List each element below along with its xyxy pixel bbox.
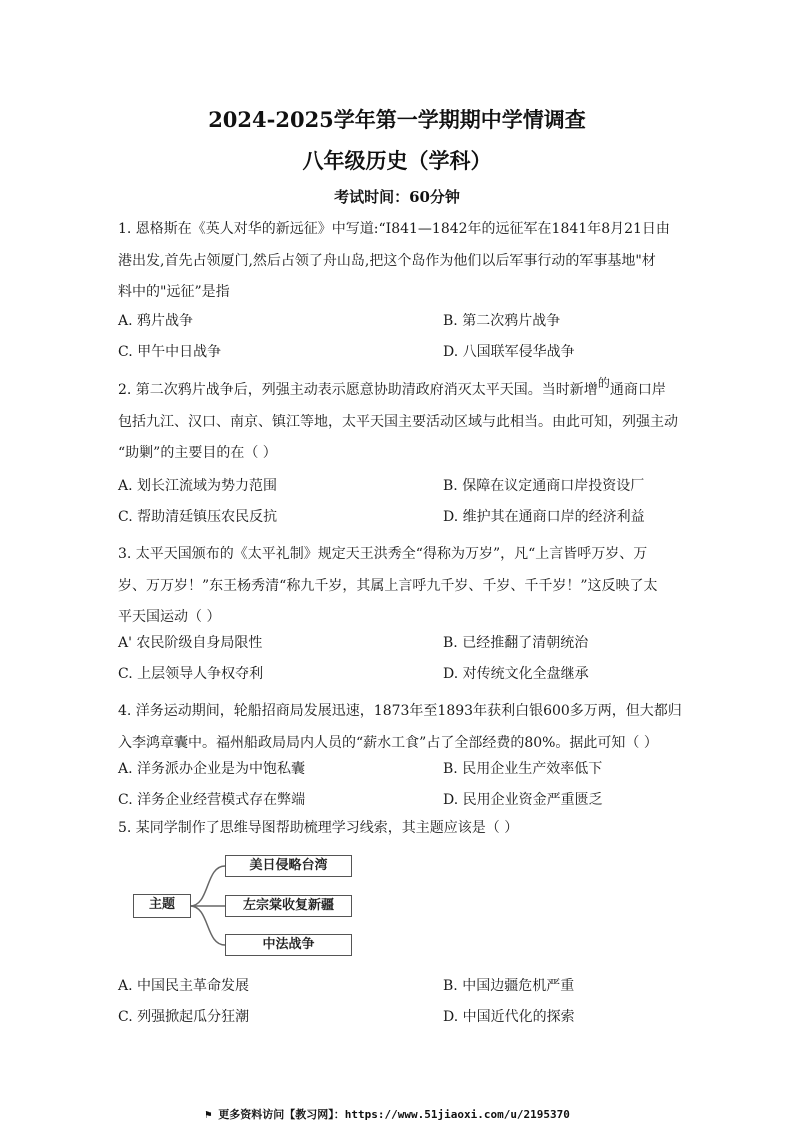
q2-option-b[interactable]: B. 保障在议定通商口岸投资设厂 (443, 478, 645, 494)
page-title: 2024-2025学年第一学期期中学情调查 (208, 107, 586, 132)
question-line: 料中的"远征”是指 (118, 284, 230, 300)
q4-option-c[interactable]: C. 洋务企业经营模式存在弊端 (118, 792, 306, 808)
q4-option-b[interactable]: B. 民用企业生产效率低下 (443, 761, 603, 777)
question-line: 3. 太平天国颁布的《太平礼制》规定天王洪秀全“得称为万岁”，凡“上言皆呼万岁、万 (118, 546, 648, 562)
q1-option-b[interactable]: B. 第二次鸦片战争 (443, 313, 561, 329)
question-line: 港出发,首先占领厦门,然后占领了舟山岛,把这个岛作为他们以后军事行动的军事基地"材 (118, 252, 656, 269)
mindmap-branch: 美日侵略台湾 (225, 855, 352, 877)
question-line: “助剿”的主要目的在（ ） (118, 445, 277, 461)
question-line: 5. 某同学制作了思维导图帮助梳理学习线索，其主题应该是（ ） (118, 820, 519, 836)
q1-option-c[interactable]: C. 甲午中日战争 (118, 344, 222, 360)
q3-option-a[interactable]: A' 农民阶级自身局限性 (118, 635, 263, 651)
q3-option-b[interactable]: B. 已经推翻了清朝统治 (443, 635, 589, 651)
connector-line (190, 866, 225, 906)
q4-option-d[interactable]: D. 民用企业资金严重匮乏 (443, 792, 603, 808)
superscript-char: 的 (597, 376, 610, 390)
question-line: 入李鸿章囊中。福州船政局局内人员的“薪水工食”占了全部经费的80%。据此可知（ ） (118, 734, 658, 751)
q5-option-d[interactable]: D. 中国近代化的探索 (443, 1009, 575, 1025)
mindmap-branch: 中法战争 (225, 934, 352, 956)
q2-option-c[interactable]: C. 帮助清廷镇压农民反抗 (118, 509, 278, 525)
q5-option-c[interactable]: C. 列强掀起瓜分狂潮 (118, 1009, 250, 1025)
page-subtitle: 八年级历史（学科） (302, 148, 492, 173)
q4-option-a[interactable]: A. 洋务派办企业是为中饱私囊 (118, 761, 306, 777)
mindmap-branch: 左宗棠收复新疆 (225, 895, 352, 917)
q5-option-b[interactable]: B. 中国边疆危机严重 (443, 978, 575, 994)
q5-option-a[interactable]: A. 中国民主革命发展 (118, 978, 250, 994)
q1-option-a[interactable]: A. 鸦片战争 (118, 313, 194, 329)
q3-option-d[interactable]: D. 对传统文化全盘继承 (443, 666, 589, 682)
exam-time: 考试时间：60分钟 (334, 188, 460, 206)
q2-option-d[interactable]: D. 维护其在通商口岸的经济利益 (443, 509, 645, 525)
flag-icon: ⚑ (205, 1108, 212, 1121)
question-text: 2. 第二次鸦片战争后，列强主动表示愿意协助清政府消灭太平天国。当时新增 (118, 382, 598, 398)
q3-option-c[interactable]: C. 上层领导人争权夺利 (118, 666, 264, 682)
q1-option-d[interactable]: D. 八国联军侵华战争 (443, 344, 575, 360)
q2-option-a[interactable]: A. 划长江流域为势力范围 (118, 478, 278, 494)
question-line: 4. 洋务运动期间，轮船招商局发展迅速，1873年至1893年获利白银600多万两，但大都归 (118, 703, 682, 719)
connector-line (190, 906, 225, 945)
footer-text: 更多资料访问【教习网】：https://www.51jiaoxi.com/u/2195370 (218, 1108, 570, 1121)
question-line: 岁、万万岁！”东王杨秀清“称九千岁，其属上言呼九千岁、千岁、千千岁！”这反映了太 (118, 577, 658, 594)
question-line: 1. 恩格斯在《英人对华的新远征》中写道:“I841—1842年的远征军在1841年8月21日由 (118, 221, 670, 237)
mindmap-root: 主题 (133, 894, 191, 918)
footer-link[interactable] (205, 1106, 570, 1122)
question-line: 平天国运动（ ） (118, 609, 221, 625)
question-text: 通商口岸 (609, 382, 666, 398)
question-line: 包括九江、汉口、南京、镇江等地，太平天国主要活动区域与此相当。由此可知，列强主动 (118, 413, 678, 430)
